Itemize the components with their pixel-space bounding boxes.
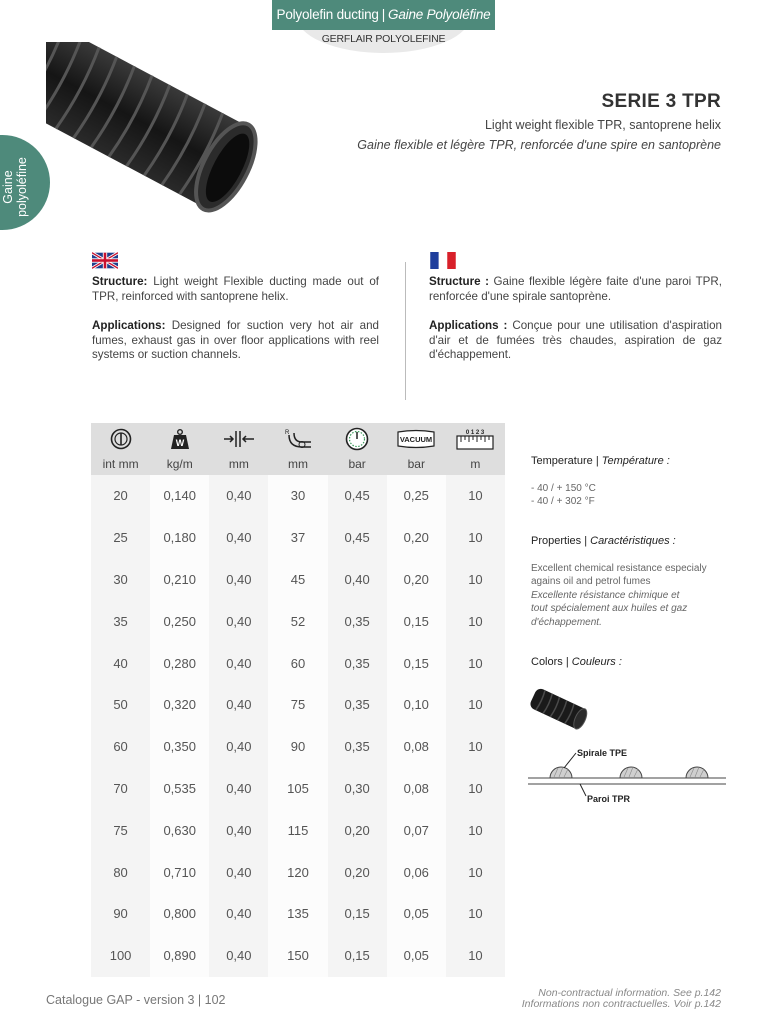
disclaimer-fr: Informations non contractuelles. Voir p.142 [521, 998, 721, 1010]
properties-fr-line3: d'échappement. [531, 616, 602, 628]
table-cell: 0,15 [328, 935, 387, 977]
en-structure-text: Light weight Flexible ducting made out of TPR, reinforced with santoprene helix. [92, 275, 379, 303]
table-cell: 0,890 [150, 935, 209, 977]
table-cell: 80 [91, 851, 150, 893]
product-title: SERIE 3 TPR [601, 91, 721, 112]
fr-applications-text: Conçue pour une utilisation d'aspiration d'air et de fumées très chaudes, aspiration de gaz d'échappement. [429, 319, 722, 361]
table-cell: 0,210 [150, 559, 209, 601]
disclaimer-en: Non-contractual information. See p.142 [538, 987, 721, 999]
table-cell: 0,40 [209, 768, 268, 810]
temperature-label-fr: Température : [601, 455, 670, 467]
table-cell: 0,08 [387, 768, 446, 810]
table-cell: 60 [91, 726, 150, 768]
wall-label: Paroi TPR [587, 794, 631, 804]
table-cell: 0,05 [387, 893, 446, 935]
table-cell: 0,40 [209, 517, 268, 559]
wall-thickness-icon [209, 423, 268, 457]
table-cell: 0,20 [387, 517, 446, 559]
table-cell: 10 [446, 559, 505, 601]
fr-applications-label: Applications : [429, 319, 508, 332]
table-cell: 0,180 [150, 517, 209, 559]
table-cell: 50 [91, 684, 150, 726]
product-subtitle-en: Light weight flexible TPR, santoprene helix [484, 118, 721, 132]
table-cell: 0,35 [328, 726, 387, 768]
table-cell: 0,15 [387, 642, 446, 684]
table-cell: 0,25 [387, 475, 446, 517]
properties-label-fr: Caractéristiques : [590, 535, 676, 547]
en-applications-paragraph [92, 319, 379, 363]
weight-icon-letter: W [175, 437, 184, 448]
black-color-swatch [530, 688, 588, 732]
french-description [429, 275, 722, 378]
table-cell: 0,800 [150, 893, 209, 935]
properties-text [531, 562, 726, 629]
en-applications-text: Designed for suction very hot air and fumes, exhaust gas in over floor applications with reel systems or suction channels. [92, 319, 379, 361]
table-cell: 0,40 [209, 809, 268, 851]
table-cell: 150 [268, 935, 327, 977]
table-cell: 0,35 [328, 600, 387, 642]
table-cell: 30 [268, 475, 327, 517]
table-cell: 0,140 [150, 475, 209, 517]
unit-header: kg/m [150, 457, 209, 475]
section-subheading: GERFLAIR POLYOLEFINE [321, 33, 446, 45]
section-tab [272, 0, 495, 30]
table-cell: 0,710 [150, 851, 209, 893]
table-cell: 0,15 [387, 600, 446, 642]
wall-profile-diagram [528, 744, 726, 808]
disclaimer-footer [522, 988, 721, 1010]
table-cell: 120 [268, 851, 327, 893]
temperature-celsius: - 40 / + 150 °C [531, 483, 596, 494]
svg-text:R: R [284, 429, 290, 436]
table-cell: 75 [268, 684, 327, 726]
table-cell: 0,08 [387, 726, 446, 768]
temperature-fahrenheit: - 40 / + 302 °F [531, 496, 595, 508]
table-cell: 0,40 [209, 600, 268, 642]
table-cell: 10 [446, 684, 505, 726]
table-cell: 25 [91, 517, 150, 559]
section-tab-separator: | [381, 7, 386, 22]
table-cell: 0,20 [328, 809, 387, 851]
section-tab-en: Polyolefin ducting [276, 7, 379, 22]
helix-label: Spirale TPE [577, 748, 628, 758]
table-cell: 35 [91, 600, 150, 642]
table-row [91, 559, 505, 601]
properties-fr-line2: tout spécialement aux huiles et gaz [531, 603, 688, 615]
en-structure-label: Structure: [92, 275, 148, 288]
temperature-label: Temperature | Température : [531, 455, 670, 467]
table-row [91, 684, 505, 726]
fr-applications-paragraph [429, 319, 722, 363]
table-cell: 0,07 [387, 809, 446, 851]
table-cell: 0,630 [150, 809, 209, 851]
table-cell: 10 [446, 851, 505, 893]
properties-fr-line1: Excellente résistance chimique et [531, 589, 680, 601]
table-row [91, 935, 505, 977]
table-cell: 0,40 [209, 642, 268, 684]
table-cell: 10 [446, 893, 505, 935]
table-cell: 0,40 [209, 851, 268, 893]
catalogue-footer: Catalogue GAP - version 3 | 102 [46, 993, 226, 1007]
table-cell: 90 [268, 726, 327, 768]
properties-label: Properties | Caractéristiques : [531, 535, 676, 547]
table-cell: 10 [446, 600, 505, 642]
product-subtitle-fr: Gaine flexible et légère TPR, renforcée d'une spire en santoprène [357, 138, 721, 152]
table-cell: 0,40 [209, 726, 268, 768]
properties-en-line2: agains oil and petrol fumes [531, 576, 651, 588]
unit-header: mm [268, 457, 327, 475]
bend-radius-icon [268, 423, 327, 457]
table-row [91, 642, 505, 684]
fr-structure-paragraph [429, 275, 722, 304]
properties-label-en: Properties [531, 535, 582, 547]
fr-structure-text: Gaine flexible légère faite d'une paroi TPR, renforcée d'une spirale santoprène. [429, 275, 722, 303]
table-cell: 20 [91, 475, 150, 517]
vacuum-icon [387, 423, 446, 457]
table-row [91, 893, 505, 935]
unit-header: int mm [91, 457, 150, 475]
table-cell: 0,06 [387, 851, 446, 893]
table-row [91, 600, 505, 642]
temperature-values [531, 482, 726, 509]
table-cell: 52 [268, 600, 327, 642]
section-tab-fr: Gaine Polyoléfine [388, 7, 491, 22]
table-cell: 0,535 [150, 768, 209, 810]
table-cell: 0,250 [150, 600, 209, 642]
table-cell: 135 [268, 893, 327, 935]
table-cell: 0,30 [328, 768, 387, 810]
table-row [91, 768, 505, 810]
table-cell: 10 [446, 809, 505, 851]
table-cell: 0,35 [328, 642, 387, 684]
table-row [91, 726, 505, 768]
table-cell: 10 [446, 935, 505, 977]
table-cell: 105 [268, 768, 327, 810]
table-cell: 0,45 [328, 517, 387, 559]
fr-structure-label: Structure : [429, 275, 489, 288]
colors-label-fr: Couleurs : [571, 656, 622, 668]
table-cell: 70 [91, 768, 150, 810]
table-units-row [91, 457, 505, 475]
table-cell: 45 [268, 559, 327, 601]
table-cell: 60 [268, 642, 327, 684]
table-cell: 10 [446, 475, 505, 517]
table-row [91, 851, 505, 893]
table-cell: 0,40 [209, 893, 268, 935]
table-cell: 115 [268, 809, 327, 851]
colors-label: Colors | Couleurs : [531, 656, 622, 668]
spec-table [91, 423, 505, 977]
table-cell: 0,40 [209, 559, 268, 601]
table-cell: 0,20 [328, 851, 387, 893]
table-cell: 10 [446, 517, 505, 559]
table-row [91, 475, 505, 517]
colors-label-en: Colors [531, 656, 563, 668]
en-structure-paragraph [92, 275, 379, 304]
france-flag-icon [430, 252, 456, 269]
side-label-line2: polyoléfine [15, 157, 29, 217]
unit-header: bar [387, 457, 446, 475]
en-applications-label: Applications: [92, 319, 166, 332]
table-row [91, 517, 505, 559]
table-cell: 10 [446, 642, 505, 684]
unit-header: bar [328, 457, 387, 475]
table-cell: 40 [91, 642, 150, 684]
table-cell: 37 [268, 517, 327, 559]
table-cell: 0,280 [150, 642, 209, 684]
internal-diameter-icon [91, 423, 150, 457]
english-description [92, 275, 379, 378]
pressure-gauge-icon [328, 423, 387, 457]
side-category-label [1, 137, 41, 237]
uk-flag-icon [92, 252, 118, 269]
table-cell: 0,40 [328, 559, 387, 601]
table-cell: 10 [446, 726, 505, 768]
table-cell: 0,40 [209, 935, 268, 977]
table-cell: 0,40 [209, 475, 268, 517]
column-divider [405, 262, 406, 400]
spec-table-body [91, 475, 505, 977]
table-icon-row [91, 423, 505, 457]
table-cell: 0,45 [328, 475, 387, 517]
table-cell: 30 [91, 559, 150, 601]
table-cell: 0,40 [209, 684, 268, 726]
table-cell: 0,320 [150, 684, 209, 726]
table-cell: 0,05 [387, 935, 446, 977]
table-cell: 0,350 [150, 726, 209, 768]
temperature-label-en: Temperature [531, 455, 593, 467]
length-ruler-icon [446, 423, 505, 457]
table-cell: 10 [446, 768, 505, 810]
table-cell: 75 [91, 809, 150, 851]
table-cell: 90 [91, 893, 150, 935]
unit-header: mm [209, 457, 268, 475]
unit-header: m [446, 457, 505, 475]
side-label-line1: Gaine [1, 170, 15, 204]
table-cell: 0,35 [328, 684, 387, 726]
table-cell: 100 [91, 935, 150, 977]
table-cell: 0,20 [387, 559, 446, 601]
properties-en-line1: Excellent chemical resistance especialy [531, 563, 707, 574]
table-cell: 0,10 [387, 684, 446, 726]
hose-product-image [46, 42, 278, 226]
ruler-icon-numbers: 0 1 2 3 [466, 429, 485, 436]
vacuum-icon-text: VACUUM [400, 434, 433, 444]
weight-icon [150, 423, 209, 457]
table-row [91, 809, 505, 851]
table-cell: 0,15 [328, 893, 387, 935]
